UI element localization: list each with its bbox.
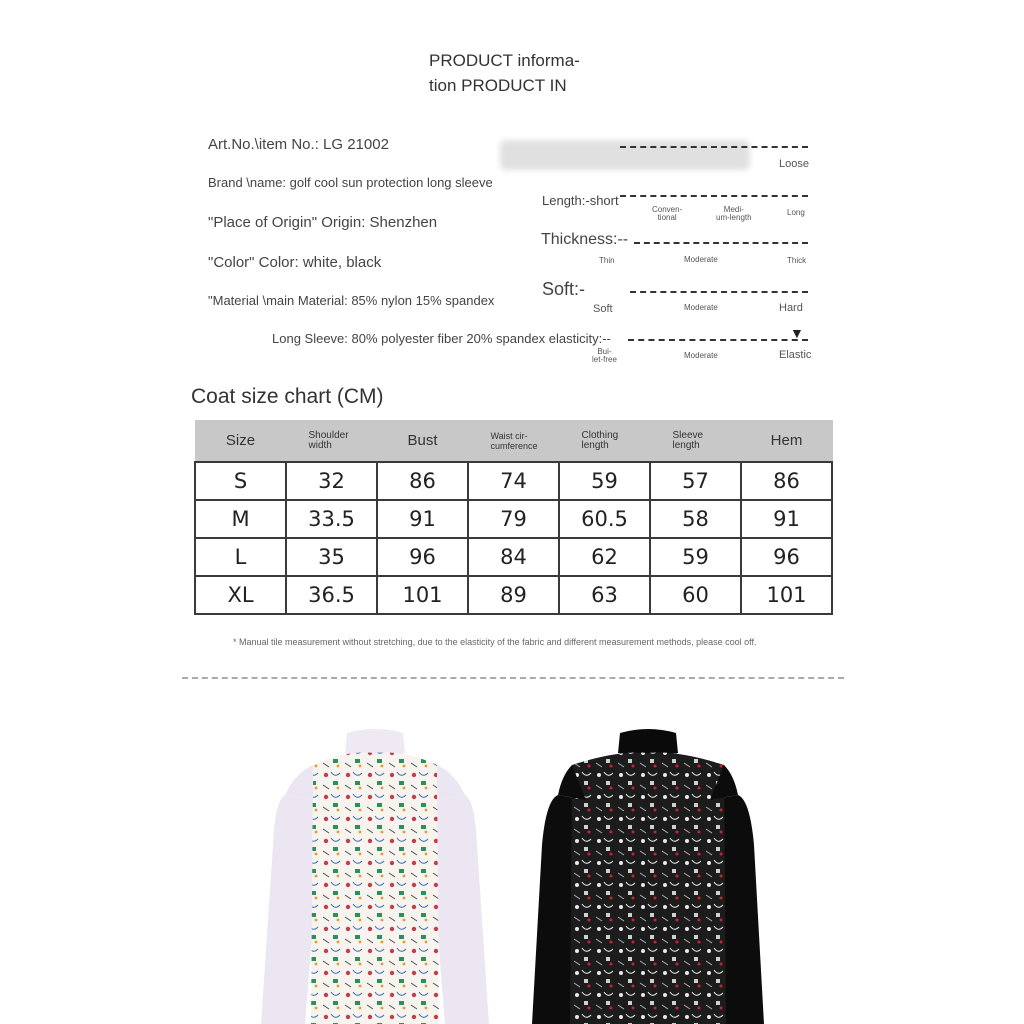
length-tick-medium: Medi- um-length: [716, 205, 752, 222]
header-hem: Hem: [741, 420, 832, 462]
size-chart-title: Coat size chart (CM): [191, 385, 384, 408]
elasticity-tick-bulletfree: Bui- let-free: [592, 347, 617, 364]
table-cell: 33.5: [286, 500, 377, 538]
style-scale-line: [620, 146, 808, 148]
table-cell: 86: [377, 462, 468, 500]
place-of-origin: "Place of Origin" Origin: Shenzhen: [208, 214, 438, 231]
table-cell: 84: [468, 538, 559, 576]
soft-tick-soft: Soft: [593, 303, 613, 315]
style-scale-label: Loose: [779, 158, 809, 170]
table-cell: 59: [650, 538, 741, 576]
page-title: [429, 48, 580, 98]
table-cell: 74: [468, 462, 559, 500]
thickness-scale-label: Thickness:--: [541, 231, 629, 248]
length-scale-label: Length:-short: [542, 193, 619, 208]
header-size: Size: [195, 420, 286, 462]
measurement-note: * Manual tile measurement without stretching, due to the elasticity of the fabric and different measurement methods, please cool off.: [233, 637, 757, 647]
table-cell: S: [195, 462, 286, 500]
table-cell: L: [195, 538, 286, 576]
table-cell: 60: [650, 576, 741, 614]
table-cell: 96: [741, 538, 832, 576]
long-sleeve-info: Long Sleeve: 80% polyester fiber 20% spandex elasticity:--: [272, 331, 611, 346]
white-shirt-body: [311, 753, 439, 1024]
table-cell: 60.5: [559, 500, 650, 538]
blurred-style-label: [500, 140, 750, 170]
table-row: [195, 538, 832, 576]
table-cell: 57: [650, 462, 741, 500]
length-tick-long: Long: [787, 208, 805, 217]
art-no: Art.No.\item No.: LG 21002: [208, 136, 389, 153]
table-row: [195, 500, 832, 538]
thickness-tick-moderate: Moderate: [684, 255, 718, 264]
material-info: "Material \main Material: 85% nylon 15% spandex: [208, 293, 495, 308]
table-cell: 89: [468, 576, 559, 614]
table-cell: M: [195, 500, 286, 538]
header-waist: Waist cir- cumference: [468, 420, 559, 462]
table-cell: 101: [377, 576, 468, 614]
black-shirt-collar: [618, 729, 678, 757]
table-cell: 86: [741, 462, 832, 500]
table-cell: 36.5: [286, 576, 377, 614]
table-row: [195, 576, 832, 614]
table-cell: 101: [741, 576, 832, 614]
black-shirt-image: [528, 725, 768, 1024]
table-cell: 32: [286, 462, 377, 500]
thickness-tick-thin: Thin: [599, 256, 615, 265]
header-shoulder-width: Shoulder width: [286, 420, 377, 462]
thickness-scale-line: [634, 242, 808, 244]
table-cell: 91: [741, 500, 832, 538]
table-cell: 96: [377, 538, 468, 576]
title-line-1: PRODUCT informa-: [429, 51, 580, 70]
soft-tick-hard: Hard: [779, 302, 803, 314]
table-row: [195, 462, 832, 500]
black-shirt-body: [570, 753, 726, 1024]
table-cell: 62: [559, 538, 650, 576]
color-info: "Color" Color: white, black: [208, 254, 382, 271]
thickness-tick-thick: Thick: [787, 256, 807, 265]
table-cell: 91: [377, 500, 468, 538]
size-chart-table: [194, 420, 833, 615]
header-bust: Bust: [377, 420, 468, 462]
length-tick-conventional: Conven- tional: [652, 205, 683, 222]
section-divider: [182, 677, 844, 679]
length-scale-line: [620, 195, 808, 197]
table-header-row: [195, 420, 832, 462]
table-cell: 59: [559, 462, 650, 500]
elasticity-tick-elastic: Elastic: [779, 349, 812, 361]
white-shirt-image: [255, 725, 495, 1024]
elasticity-tick-moderate: Moderate: [684, 351, 718, 360]
table-cell: 58: [650, 500, 741, 538]
header-clothing-length: Clothing length: [559, 420, 650, 462]
soft-scale-label: Soft:-: [542, 279, 586, 299]
header-sleeve-length: Sleeve length: [650, 420, 741, 462]
elasticity-marker-icon: ▼: [790, 325, 804, 341]
elasticity-scale-line: [628, 339, 808, 341]
table-cell: 35: [286, 538, 377, 576]
soft-scale-line: [630, 291, 808, 293]
table-cell: XL: [195, 576, 286, 614]
table-cell: 79: [468, 500, 559, 538]
table-cell: 63: [559, 576, 650, 614]
brand-name: Brand \name: golf cool sun protection long sleeve: [208, 175, 493, 190]
soft-tick-moderate: Moderate: [684, 303, 718, 312]
title-line-2: tion PRODUCT IN: [429, 76, 567, 95]
white-shirt-collar: [345, 729, 405, 757]
